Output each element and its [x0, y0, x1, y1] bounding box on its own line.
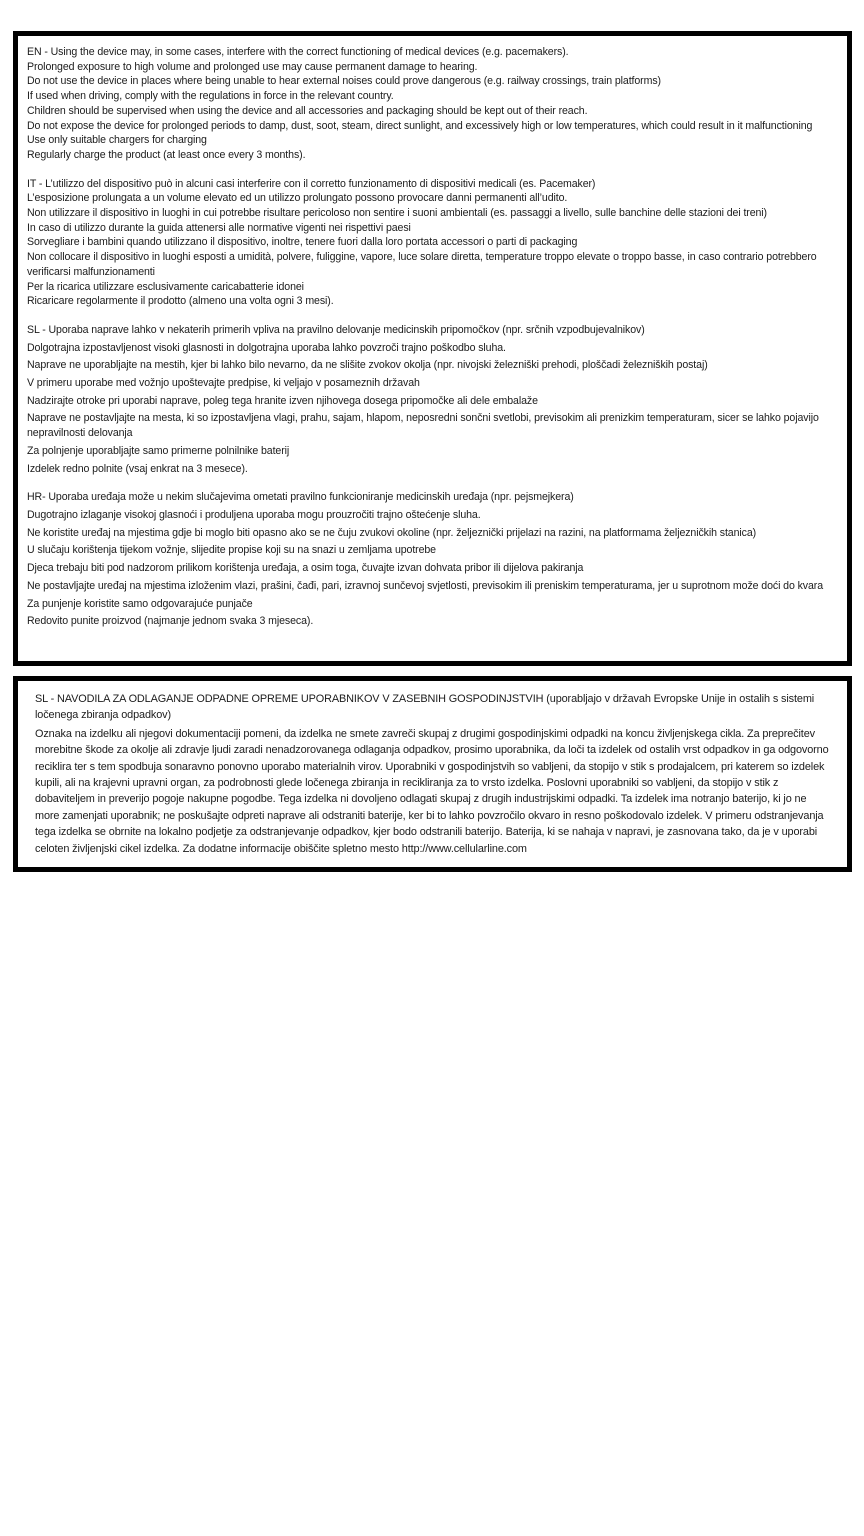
warning-line: Sorvegliare i bambini quando utilizzano il dispositivo, inoltre, tenere fuori dalla loro portata accessori o parti di packaging: [27, 236, 578, 249]
warning-line: Dolgotrajna izpostavljenost visoki glasnosti in dolgotrajna uporaba lahko povzroči trajno poškodbo sluha.: [27, 341, 506, 354]
section-hr: [27, 490, 837, 629]
warning-line: Naprave ne uporabljajte na mestih, kjer bi lahko bilo nevarno, da ne slišite zvokov okolja (npr. nivojski železniški prehodi, ploščadi železniških postaj): [27, 359, 708, 372]
warning-line: Prolonged exposure to high volume and prolonged use may cause permanent damage to hearing.: [27, 60, 478, 73]
warning-line: Naprave ne postavljajte na mesta, ki so izpostavljena vlagi, prahu, sajam, hlapom, neposredni sončni svetlobi, previsokim ali prenizkim temperaturam, sicer se lahko pojavijo nepravilnosti delovanja: [27, 412, 819, 440]
disposal-title: SL - NAVODILA ZA ODLAGANJE ODPADNE OPREME UPORABNIKOV V ZASEBNIH GOSPODINJSTVIH (uporabljajo v državah Evropske Unije in ostalih s sistemi ločenega zbiranja odpadkov): [35, 693, 815, 722]
warning-line: V primeru uporabe med vožnjo upoštevajte predpise, ki veljajo v posameznih državah: [27, 377, 420, 390]
disposal-body: Oznaka na izdelku ali njegovi dokumentaciji pomeni, da izdelka ne smete zavreči skupaj z drugimi gospodinjskimi odpadki na koncu življenjskega cikla. Za preprečitev morebitne škode za okolje ali zdravje ljudi zaradi nenadzorovanega odlaganja odpadkov, prosimo uporabnika, da loči ta izdelek od ostalih vrst odpadkov in ga odgovorno reciklira ter s tem spodbuja sonaravno ponovno uporabo materialnih virov. Uporabniki v gospodinjstvih so vabljeni, da stopijo v stik s prodajalcem, pri katerem so izdelek kupili, ali na krajevni upravni organ, za podrobnosti glede ločenega zbiranja in recikliranja za to vrsto izdelka. Poslovni uporabniki so vabljeni, da stopijo v stik z dobaviteljem in preverijo pogoje nakupne pogodbe. Tega izdelka ni dovoljeno odlagati skupaj z drugih industrijskimi odpadki. Ta izdelek ima notranjo baterijo, ki jo ne more zamenjati uporabnik; ne poskušajte odpreti naprave ali odstraniti baterije, ker bi to lahko povzročilo okvaro in resno poškodovalo izdelek. V primeru odstranjevanja tega izdelka se obrnite na lokalno podjetje za odstranjevanje odpadkov, kjer bodo odstranili baterijo. Baterija, ki se nahaja v napravi, je zasnovana tako, da je v uporabi celoten življenjski cikel izdelka. Za dodatne informacije obiščite spletno mesto http://www.cellularline.com: [35, 727, 829, 855]
warning-line: U slučaju korištenja tijekom vožnje, slijedite propise koji su na snazi u zemljama upotrebe: [27, 544, 436, 557]
section-en: [27, 45, 837, 163]
warning-line: Per la ricarica utilizzare esclusivamente caricabatterie idonei: [27, 280, 304, 293]
warning-line: Do not expose the device for prolonged periods to damp, dust, soot, steam, direct sunlight, and excessively high or low temperatures, which could result in it malfunctioning: [27, 119, 813, 132]
warning-line: Djeca trebaju biti pod nadzorom prilikom korištenja uređaja, a osim toga, čuvajte izvan dohvata pribor ili dijelova pakiranja: [27, 562, 584, 575]
warning-line: Ricaricare regolarmente il prodotto (almeno una volta ogni 3 mesi).: [27, 295, 334, 308]
warning-line: Regularly charge the product (at least once every 3 months).: [27, 148, 306, 161]
section-sl: [27, 323, 837, 476]
warning-line: HR- Uporaba uređaja može u nekim slučajevima ometati pravilno funkcioniranje medicinskih uređaja (npr. pejsmejkera): [27, 491, 574, 504]
warning-line: Za polnjenje uporabljajte samo primerne polnilnike baterij: [27, 444, 290, 457]
warning-line: Do not use the device in places where being unable to hear external noises could prove dangerous (e.g. railway crossings, train platforms): [27, 75, 661, 88]
warning-line: Izdelek redno polnite (vsaj enkrat na 3 mesece).: [27, 462, 248, 475]
warning-line: L’esposizione prolungata a un volume elevato ed un utilizzo prolungato possono provocare danni permanenti all’udito.: [27, 192, 568, 205]
disposal-instructions-box: [13, 676, 852, 872]
warning-line: Children should be supervised when using the device and all accessories and packaging should be kept out of their reach.: [27, 104, 588, 117]
warning-line: Za punjenje koristite samo odgovarajuće punjače: [27, 597, 253, 610]
warning-line: Redovito punite proizvod (najmanje jednom svaka 3 mjeseca).: [27, 615, 314, 628]
warning-line: Ne koristite uređaj na mjestima gdje bi moglo biti opasno ako se ne čuju zvukovi okoline (npr. željeznički prijelazi na razini, na platformama željezničkih stanica): [27, 526, 757, 539]
warning-line: Dugotrajno izlaganje visokoj glasnoći i produljena uporaba mogu prouzročiti trajno oštećenje sluha.: [27, 508, 481, 521]
warning-line: SL - Uporaba naprave lahko v nekaterih primerih vpliva na pravilno delovanje medicinskih pripomočkov (npr. srčnih vzpodbujevalnikov): [27, 323, 645, 336]
warning-line: Ne postavljajte uređaj na mjestima izloženim vlazi, prašini, čađi, pari, izravnoj sunčevoj svjetlosti, previsokim ili preniskim temperaturama, jer u suprotnom može doći do kvara: [27, 579, 823, 592]
warning-line: Nadzirajte otroke pri uporabi naprave, poleg tega hranite izven njihovega dosega pripomočke ali dele embalaže: [27, 394, 538, 407]
warning-line: Non utilizzare il dispositivo in luoghi in cui potrebbe risultare pericoloso non sentire i suoni ambientali (es. passaggi a livello, sulle banchine delle stazioni dei treni): [27, 207, 767, 220]
warning-line: If used when driving, comply with the regulations in force in the relevant country.: [27, 90, 394, 103]
warning-line: Use only suitable chargers for charging: [27, 134, 207, 147]
warning-line: IT - L’utilizzo del dispositivo può in alcuni casi interferire con il corretto funzionamento di dispositivi medicali (es. Pacemaker): [27, 177, 596, 190]
warning-line: In caso di utilizzo durante la guida attenersi alle normative vigenti nei rispettivi paesi: [27, 221, 411, 234]
warning-line: EN - Using the device may, in some cases, interfere with the correct functioning of medical devices (e.g. pacemakers).: [27, 46, 569, 58]
safety-warnings-box: [13, 31, 852, 666]
warning-line: Non collocare il dispositivo in luoghi esposti a umidità, polvere, fuliggine, vapore, luce solare diretta, temperature troppo elevate o troppo basse, in caso contrario potrebbero verificarsi malfunzionamenti: [27, 251, 817, 278]
section-it: [27, 177, 837, 309]
